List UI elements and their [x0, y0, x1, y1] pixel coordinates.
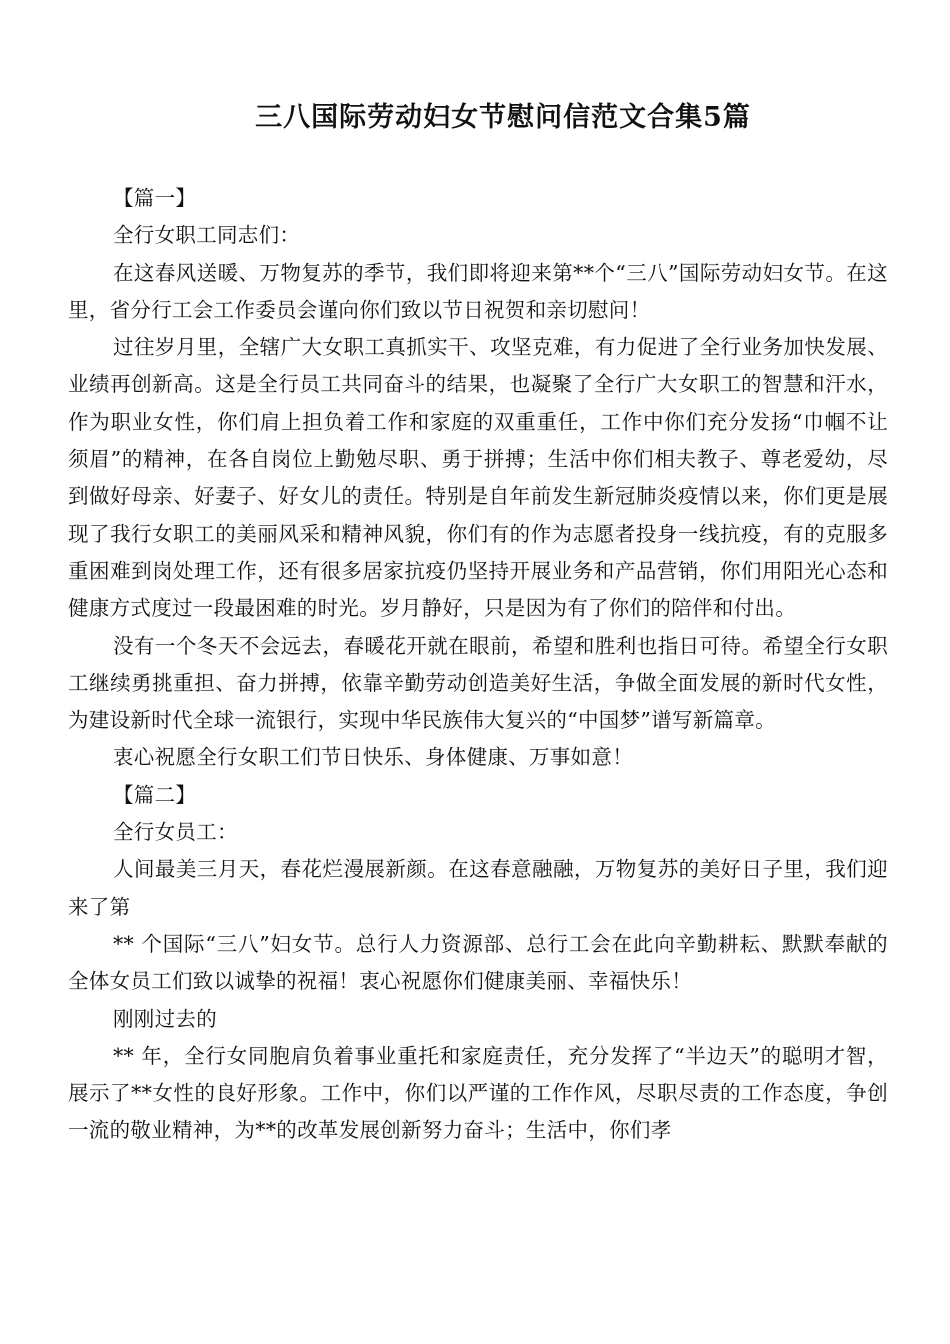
- document-title: 三八国际劳动妇女节慰问信范文合集5篇: [255, 102, 751, 133]
- paragraph: 衷心祝愿全行女职工们节日快乐、身体健康、万事如意！: [113, 745, 633, 770]
- document-body: [68, 180, 888, 1150]
- paragraph: ** 年，全行女同胞肩负着事业重托和家庭责任，充分发挥了“半边天”的聪明才智，展示了**女性的良好形象。工作中，你们以严谨的工作作风，尽职尽责的工作态度，争创一流的敬业精神，为**的改革发展创新努力奋斗；生活中，你们孝: [68, 1043, 888, 1143]
- paragraph: 刚刚过去的: [113, 1006, 217, 1031]
- paragraph: ** 个国际“三八”妇女节。总行人力资源部、总行工会在此向辛勤耕耘、默默奉献的全体女员工们致以诚挚的祝福！衷心祝愿你们健康美丽、幸福快乐！: [68, 931, 888, 994]
- section-heading-1: 【篇一】: [113, 186, 197, 210]
- paragraph: 在这春风送暖、万物复苏的季节，我们即将迎来第**个“三八”国际劳动妇女节。在这里，省分行工会工作委员会谨向你们致以节日祝贺和亲切慰问！: [68, 260, 888, 322]
- paragraph: 没有一个冬天不会远去，春暖花开就在眼前，希望和胜利也指日可待。希望全行女职工继续勇挑重担、奋力拼搏，依靠辛勤劳动创造美好生活，争做全面发展的新时代女性，为建设新时代全球一流银行，实现中华民族伟大复兴的“中国梦”谱写新篇章。: [68, 633, 888, 733]
- salutation-1: 全行女职工同志们：: [113, 223, 301, 248]
- paragraph: 人间最美三月天，春花烂漫展新颜。在这春意融融，万物复苏的美好日子里，我们迎来了第: [68, 857, 888, 919]
- salutation-2: 全行女员工：: [113, 820, 238, 845]
- section-heading-2: 【篇二】: [113, 782, 197, 807]
- paragraph: 过往岁月里，全辖广大女职工真抓实干、攻坚克难，有力促进了全行业务加快发展、业绩再创新高。这是全行员工共同奋斗的结果，也凝聚了全行广大女职工的智慧和汗水，作为职业女性，你们肩上担负着工作和家庭的双重重任，工作中你们充分发扬“巾帼不让须眉”的精神，在各自岗位上勤勉尽职、勇于拼搏；生活中你们相夫教子、尊老爱幼，尽到做好母亲、好妻子、好女儿的责任。特别是自年前发生新冠肺炎疫情以来，你们更是展现了我行女职工的美丽风采和精神风貌，你们有的作为志愿者投身一线抗疫，有的克服多重困难到岗处理工作，还有很多居家抗疫仍坚持开展业务和产品营销，你们用阳光心态和健康方式度过一段最困难的时光。岁月静好，只是因为有了你们的陪伴和付出。: [68, 335, 888, 621]
